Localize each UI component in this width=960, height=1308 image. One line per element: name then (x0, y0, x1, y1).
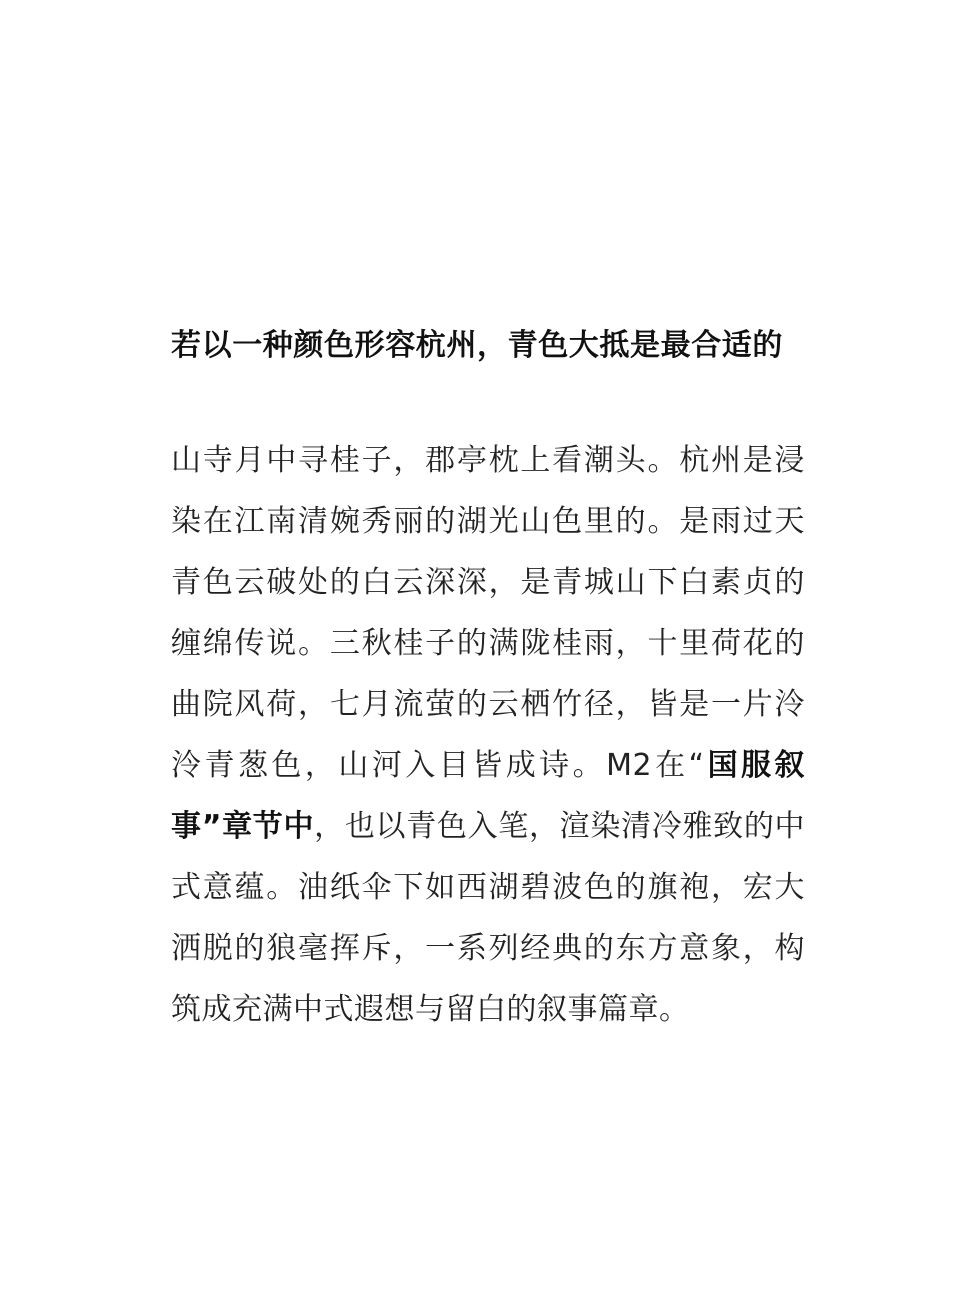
paragraph-text-part1: 山寺月中寻桂子，郡亭枕上看潮头。杭州是浸染在江南清婉秀丽的湖光山色里的。是雨过天青色云破处的白云深深，是青城山下白素贞的缠绵传说。三秋桂子的满陇桂雨，十里荷花的曲院风荷，七月流萤的云栖竹径，皆是一片泠泠青葱色，山河入目皆成诗。M2在“ (171, 443, 805, 783)
article (171, 322, 811, 1040)
article-title: 若以一种颜色形容杭州，青色大抵是最合适的 (171, 328, 783, 363)
article-paragraph (171, 430, 805, 1040)
paragraph-highlight: 国服叙事”章节中 (171, 748, 806, 844)
paragraph-text-part2: ，也以青色入笔，渲染清冷雅致的中式意蕴。油纸伞下如西湖碧波色的旗袍，宏大洒脱的狼毫挥斥，一系列经典的东方意象，构筑成充满中式遐想与留白的叙事篇章。 (171, 809, 806, 1027)
